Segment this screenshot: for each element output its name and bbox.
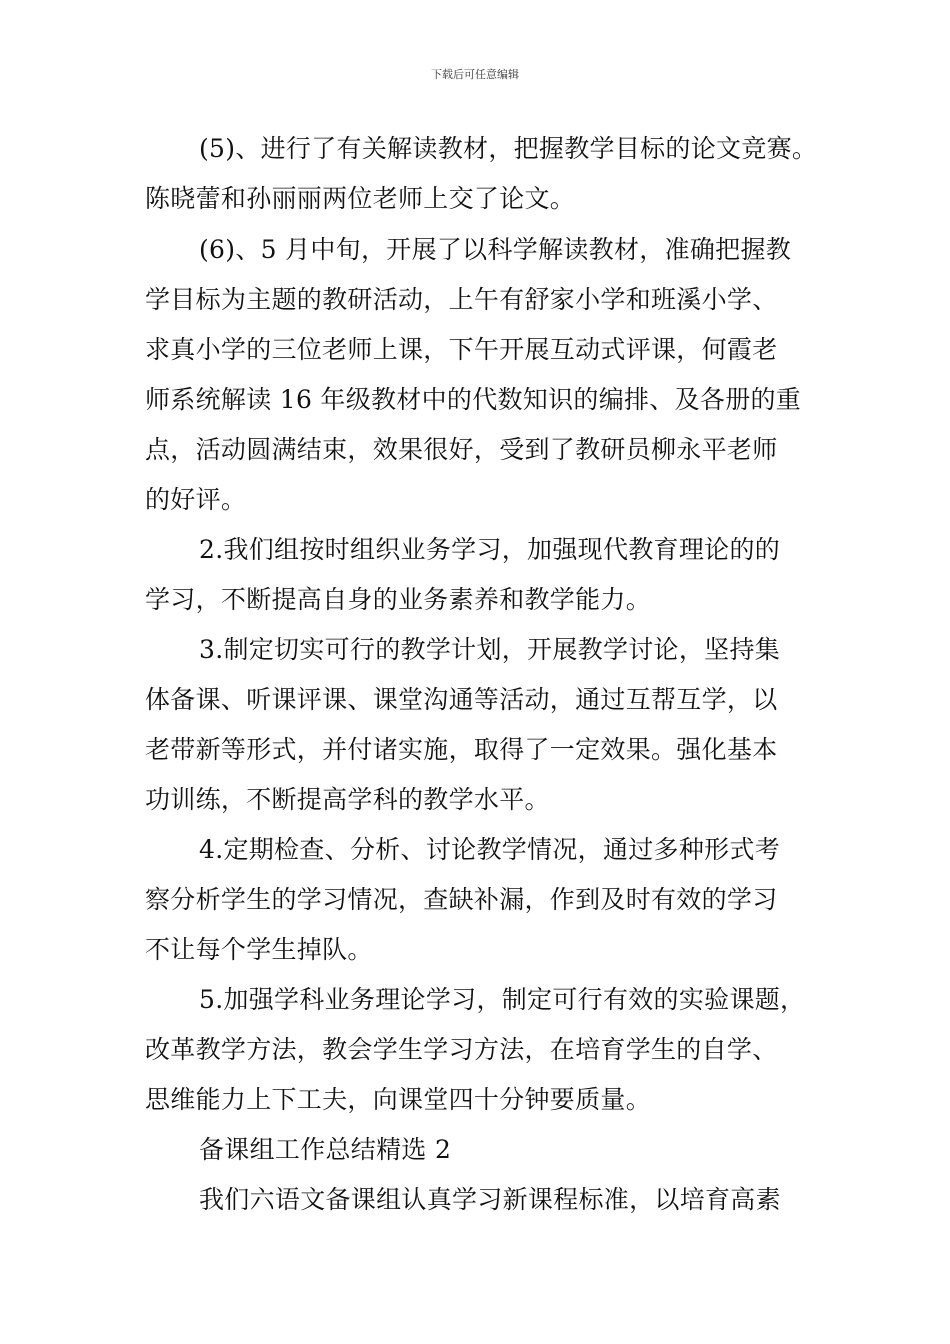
section-heading: 备课组工作总结精选 2 [199,1135,452,1164]
text-line: 的好评。 [145,485,247,514]
page-header-note: 下载后可任意编辑 [431,68,519,81]
text-line: 4.定期检查、分析、讨论教学情况，通过多种形式考 [199,835,781,864]
text-line: 学习，不断提高自身的业务素养和教学能力。 [145,585,652,614]
text-line: 老带新等形式，并付诸实施，取得了一定效果。强化基本 [145,735,778,764]
text-line: 不让每个学生掉队。 [145,935,373,964]
text-line: 求真小学的三位老师上课，下午开展互动式评课，何霞老 [145,335,778,364]
text-line: 我们六语文备课组认真学习新课程标准，以培育高素 [199,1185,781,1214]
text-line: 师系统解读 16 年级教材中的代数知识的编排、及各册的重 [145,385,802,414]
text-line: 学目标为主题的教研活动，上午有舒家小学和班溪小学、 [145,285,778,314]
text-line: 5.加强学科业务理论学习，制定可行有效的实验课题， [199,985,806,1014]
text-line: 思维能力上下工夫，向课堂四十分钟要质量。 [145,1085,652,1114]
text-line: 改革教学方法，教会学生学习方法，在培育学生的自学、 [145,1035,778,1064]
text-line: 功训练，不断提高学科的教学水平。 [145,785,550,814]
text-line: 2.我们组按时组织业务学习，加强现代教育理论的的 [199,535,781,564]
text-line: (6)、5 月中旬，开展了以科学解读教材，准确把握教 [199,235,792,264]
text-line: (5)、进行了有关解读教材，把握教学目标的论文竞赛。 [199,134,818,163]
text-line: 陈晓蕾和孙丽丽两位老师上交了论文。 [145,184,576,213]
text-line: 点，活动圆满结束，效果很好，受到了教研员柳永平老师 [145,435,778,464]
text-line: 3.制定切实可行的教学计划，开展教学讨论，坚持集 [199,635,781,664]
text-line: 体备课、听课评课、课堂沟通等活动，通过互帮互学，以 [145,685,778,714]
text-line: 察分析学生的学习情况，查缺补漏，作到及时有效的学习 [145,885,778,914]
